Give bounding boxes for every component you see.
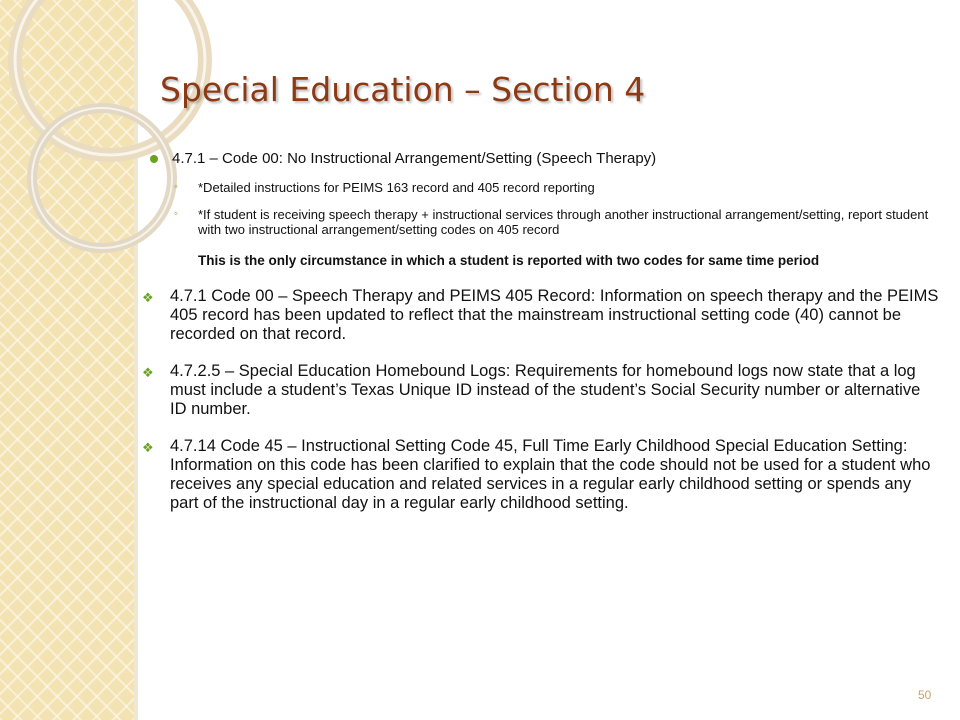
sub-bullet-item — [150, 180, 940, 195]
sub-bullet-text: *Detailed instructions for PEIMS 163 record and 405 record reporting — [198, 180, 595, 195]
diamond-bullet-item — [142, 362, 940, 419]
diamond-bullet-text: 4.7.1 Code 00 – Speech Therapy and PEIMS 405 Record: Information on speech therapy and the PEIMS 405 record has been updated to reflect that the mainstream instructional setting code (40) cannot be recorded on that record. — [170, 287, 939, 343]
diamond-bullet-icon: ❖ — [142, 365, 154, 380]
page-number: 50 — [918, 688, 932, 702]
diamond-bullet-text: 4.7.14 Code 45 – Instructional Setting Code 45, Full Time Early Childhood Special Education Setting: Information on this code has been clarified to explain that the code should not be used for a student who receives any special education and related services in a regular early childhood setting or spends any part of the instructional day in a regular early childhood setting. — [170, 437, 931, 512]
slide-title: Special Education – Section 4 — [160, 70, 646, 109]
bullet-text: 4.7.1 – Code 00: No Instructional Arrangement/Setting (Speech Therapy) — [172, 150, 657, 167]
bullet-dot-icon — [150, 155, 158, 163]
diamond-bullet-text: 4.7.2.5 – Special Education Homebound Logs: Requirements for homebound logs now state that a log must include a student’s Texas Unique ID instead of the student’s Social Security number or alternative ID number. — [170, 362, 921, 418]
diamond-bullet-icon: ❖ — [142, 440, 154, 455]
diamond-bullet-icon: ❖ — [142, 290, 154, 305]
bullet-item — [150, 150, 940, 168]
slide-content — [142, 150, 940, 531]
bold-note: This is the only circumstance in which a student is reported with two codes for same time period — [198, 253, 820, 268]
ring-bullet-icon: ◦ — [174, 181, 178, 193]
diamond-bullet-item — [142, 437, 940, 513]
sub-bullet-text: *If student is receiving speech therapy + instructional services through another instructional arrangement/setting, report student with two instructional arrangement/setting codes on 405 record — [198, 207, 929, 237]
diamond-bullet-item — [142, 287, 940, 344]
ring-bullet-icon: ◦ — [174, 208, 178, 220]
sub-bullet-item — [150, 207, 940, 237]
